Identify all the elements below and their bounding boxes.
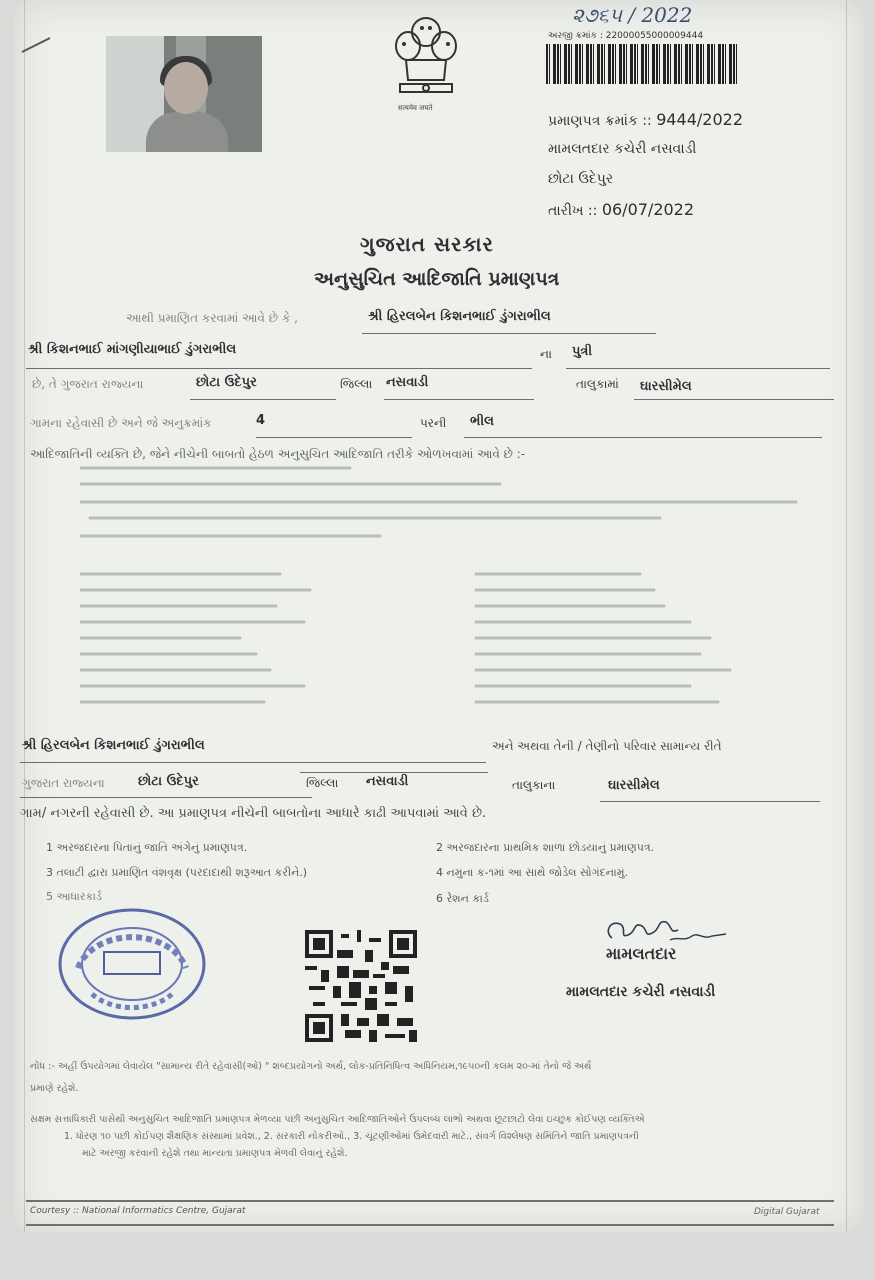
district-label-2: જિલ્લા <box>306 776 339 790</box>
serial-number: 4 <box>256 413 266 428</box>
of-text: ના <box>540 347 552 361</box>
certificate-title: અનુસુચિત આદિજાતિ પ્રમાણપત્ર <box>314 268 560 290</box>
note-line-2: સક્ષમ સત્તાધિકારી પાસેથી અનુસુચિત આદિજાતિ પ્રમાણપત્ર મેળવ્યા પછી અનુસુચિત આદિજાતિઓને ઉપલબ્ધ લાભો અથવા છૂટછાટો લેવા ઇચ્છુક કોઈપણ વ્યક્તિએ <box>30 1114 645 1125</box>
applicant-photo <box>106 36 262 152</box>
signature-office: મામલતદાર કચેરી નસવાડી <box>566 984 716 1000</box>
qr-code <box>305 930 417 1042</box>
taluka: નસવાડી <box>386 375 429 390</box>
par-text: પરની <box>420 416 447 430</box>
document-item-2: 2 અરજદારના પ્રાથમિક શાળા છોડયાનું પ્રમાણપત્ર. <box>436 841 655 854</box>
state-emblem-icon <box>388 10 464 118</box>
tribe: ભીલ <box>470 414 494 429</box>
relation: પુત્રી <box>572 344 593 359</box>
note-line-3: 1. ધોરણ ૧૦ પછી કોઈપણ શૈક્ષણિક સંસ્થામાં પ્રવેશ., 2. સરકારી નોકરીઓ., 3. ચૂંટણીઓમાં ઉમેદવારી માટે., સંવર્ગ વિશ્લેષણ સમિતિને જાતિ પ્રમાણપત્રની <box>64 1131 639 1142</box>
state-text-2: ગુજરાત રાજ્યના <box>22 776 105 790</box>
document-item-3: 3 તલાટી દ્વારા પ્રમાણિત વંશવૃક્ષ (પરદાદાથી શરૂઆત કરીને.) <box>46 866 308 879</box>
father-name: શ્રી કિશનભાઈ માંગણીયાભાઈ ડુંગરાભીલ <box>28 342 237 357</box>
office-seal-stamp <box>58 908 206 1020</box>
resident-text: ગામના રહેવાસી છે અને જે અનુક્રમાંક <box>30 416 212 430</box>
tribe-text: આદિજાતિની વ્યક્તિ છે, જેને નીચેની બાબતો હેઠળ અનુસુચિત આદિજાતિ તરીકે ઓળખવામાં આવે છે :- <box>30 447 526 461</box>
footer-brand: Digital Gujarat <box>754 1207 820 1217</box>
taluka-label-2: તાલુકાના <box>512 778 556 792</box>
certificate-number: પ્રમાણપત્ર ક્રમાંક :: 9444/2022 <box>548 110 744 129</box>
government-title: ગુજરાત સરકાર <box>360 232 494 256</box>
holder-name: શ્રી હિરલબેન કિશનભાઈ ડુંગરાભીલ <box>368 309 551 324</box>
corner-tick-mark <box>20 34 52 56</box>
application-number: અરજી ક્રમાંક : 22000055000009444 <box>548 31 704 41</box>
taluka-2: નસવાડી <box>366 774 409 789</box>
state-text: છે, તે ગુજરાત રાજ્યના <box>32 377 144 391</box>
signature-title: મામલતદાર <box>606 944 677 963</box>
taluka-label: તાલુકામાં <box>576 377 619 391</box>
legal-references-block <box>80 464 800 714</box>
certificate-date: તારીખ :: 06/07/2022 <box>548 200 695 219</box>
handwritten-number: ૨૭૬૫ / 2022 <box>572 3 693 27</box>
village: ઘારસીમેલ <box>640 379 692 394</box>
district-2: છોટા ઉદેપુર <box>138 774 199 789</box>
village-2: ઘારસીમેલ <box>608 778 660 793</box>
document-item-6: 6 રેશન કાર્ડ <box>436 892 489 905</box>
document-item-5: 5 આધારકાર્ડ <box>46 890 102 903</box>
district-label: જિલ્લા <box>340 377 373 391</box>
note-line-1: નોંધ :- અહીં ઉપયોગમાં લેવાયેલ "સામાન્ય રીતે રહેવાસી(ઓ) " શબ્દપ્રયોગનો અર્થ, લોક-પ્રતિનિધિત્વ અધિનિયમ,૧૯૫૦ની કલમ ૨૦-માં તેનો જે અર્થ <box>30 1061 592 1072</box>
certify-text: આથી પ્રમાણિત કરવામાં આવે છે કે , <box>126 311 298 325</box>
note-line-3b: માટે અરજી કરવાની રહેશે તથા માન્યતા પ્રમાણપત્ર મેળવી લેવાનું રહેશે. <box>82 1148 348 1159</box>
family-text: અને અથવા તેની / તેણીનો પરિવાર સામાન્ય રીતે <box>492 739 722 753</box>
office-district: છોટા ઉદેપુર <box>548 171 614 187</box>
holder-name-2: શ્રી હિરલબેન કિશનભાઈ ડુંગરાભીલ <box>22 738 205 753</box>
district: છોટા ઉદેપુર <box>196 375 257 390</box>
emblem-motto: सत्यमेव जयते <box>398 104 433 112</box>
document-item-1: 1 અરજદારના પિતાનું જાતિ અંગેનું પ્રમાણપત્ર. <box>46 841 248 854</box>
note-line-1b: પ્રમાણે રહેશે. <box>30 1083 79 1094</box>
barcode <box>546 44 738 84</box>
footer-courtesy: Courtesy :: National Informatics Centre, Gujarat <box>30 1206 246 1216</box>
office-name: મામલતદાર કચેરી નસવાડી <box>548 141 697 157</box>
document-item-4: 4 નમુના ક-૧માં આ સાથે જોડેલ સોગંદનામું. <box>436 866 628 879</box>
basis-text: ગામ/ નગરની રહેવાસી છે. આ પ્રમાણપત્ર નીચેની બાબતોના આધારે કાઢી આપવામાં આવે છે. <box>20 806 487 821</box>
